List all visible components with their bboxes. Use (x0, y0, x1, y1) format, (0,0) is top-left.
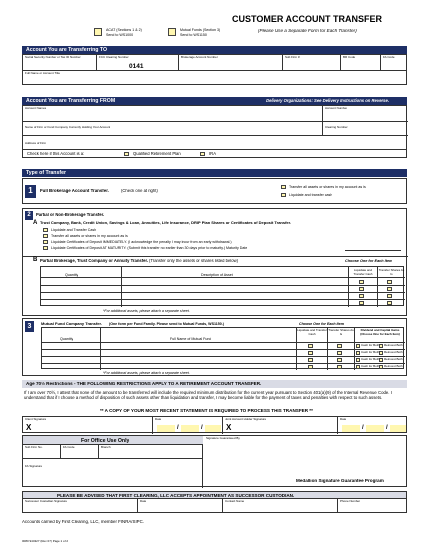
from-section-header (22, 97, 407, 105)
s3-row1-as-is-checkbox[interactable] (337, 344, 342, 348)
office-use-section (22, 435, 407, 487)
fcc-label: FCC Clearing Number (99, 56, 129, 59)
check-here-label: Check here if this Account is a: (27, 151, 85, 156)
section-3-hint: (One form per Fund Family. Please send to Mutual Funds, WS1150.) (109, 322, 224, 326)
mutual-funds-option-label: Mutual Funds (Section 3) (180, 28, 221, 32)
custodian-signature-field[interactable] (23, 499, 138, 513)
client-signature-label: Client Signature (25, 418, 47, 421)
s2b-row4-as-is-checkbox[interactable] (387, 301, 392, 305)
custodian-date-field[interactable] (138, 499, 223, 513)
client-date-field[interactable] (153, 417, 223, 434)
age-restrictions-text: If I am over 70½, I attest that none of the amount to be transferred will include the required minimum distribution for the current year pursuant to Section 401(a)(9) of the Internal Revenue Code. I understand that if I choose a method of disposition of such assets other than liquidation and transfer, I may become liable for the payment of taxes and penalties with respect to such assets. (24, 390, 392, 401)
account-number-label: Account Number (325, 107, 348, 110)
custodian-header (22, 491, 407, 499)
age-restrictions-header (22, 380, 407, 388)
office-fa-code-label: FA Code (63, 446, 75, 449)
section-2b-title: Partial Brokerage, Trust Company or Annuity Transfer. (40, 258, 149, 263)
custodian-contact-field[interactable] (223, 499, 338, 513)
section-2a-letter: A (33, 220, 38, 226)
section-3-title: Mutual Fund Company Transfer. (41, 322, 102, 326)
ira-checkbox[interactable] (200, 152, 205, 156)
section-1-number: 1 (25, 185, 36, 198)
s2a-cd-maturity-label: Liquidate Certificates of Deposit AT MATURITY. (Submit this transfer no earlier than 30 days prior to maturity.) Maturity Date (51, 246, 248, 250)
brokerage-account-label: Brokerage Account Number (181, 56, 218, 59)
to-section-header: Account You are Transferring TO (22, 46, 407, 54)
fa-signature-label: FA Signature (25, 465, 43, 468)
s3-row4-cash-checkbox[interactable] (356, 365, 360, 369)
section-3-mutual-fund (22, 318, 407, 376)
joint-date-label: Date (340, 418, 347, 421)
custodian-row (22, 499, 407, 513)
ssn-label: Social Security Number or Tax ID Number (25, 56, 81, 59)
footer-carried-by: Accounts carried by First Clearing, LLC, member FINRA/SIPC. (22, 520, 144, 524)
s3-row1-cash-checkbox[interactable] (356, 344, 360, 348)
sub-firm-field[interactable] (283, 55, 341, 70)
ssn-field[interactable] (23, 55, 97, 70)
client-signature-x: X (26, 423, 32, 432)
form-title: CUSTOMER ACCOUNT TRANSFER (232, 14, 382, 24)
section-2b-choose: Choose One for Each Item (345, 259, 393, 263)
s2b-row3-as-is-checkbox[interactable] (387, 294, 392, 298)
fcc-clearing-field[interactable] (97, 55, 179, 70)
s3-row3-reinvest-checkbox[interactable] (379, 358, 383, 362)
account-title-label: Full Name or Account Title (25, 72, 61, 75)
br-code-field[interactable] (341, 55, 381, 70)
s3-row2-as-is-checkbox[interactable] (337, 351, 342, 355)
ira-label: IRA (209, 151, 216, 156)
medallion-label: Medallion Signature Guarantee Program (296, 479, 384, 483)
br-code-label: BR Code (343, 56, 356, 59)
office-sub-firm-label: Sub Firm No. (25, 446, 43, 449)
s2b-row4-liquidate-checkbox[interactable] (359, 301, 364, 305)
s2a-liquidate-label: Liquidate and Transfer Cash (51, 228, 97, 232)
section-2b-hint: (Transfer only the assets or shares listed below) (149, 258, 238, 263)
s2b-row2-liquidate-checkbox[interactable] (359, 287, 364, 291)
office-sub-firm-field[interactable] (23, 445, 61, 459)
account-names-field[interactable] (23, 106, 323, 122)
custodian-date-label: Date (140, 500, 147, 503)
s3-fund-table (41, 327, 404, 369)
firm-name-field[interactable] (23, 122, 323, 136)
from-fields (22, 105, 407, 150)
acat-option-label: ACAT (Sections 1 & 2) (106, 28, 142, 32)
s3-row2-cash-checkbox[interactable] (356, 351, 360, 355)
s2b-row1-liquidate-checkbox[interactable] (359, 280, 364, 284)
liquidate-cash-checkbox[interactable] (281, 193, 286, 197)
client-signature-field[interactable] (23, 417, 153, 434)
custodian-advise: PLEASE BE ADVISED THAT FIRST CLEARING, LLC ACCEPTS APPOINTMENT AS SUCCESSOR CUSTODIAN. (57, 493, 295, 498)
client-date-slash1: / (177, 425, 179, 431)
section-1-hint: (Check one at right) (121, 189, 158, 193)
signature-guaranteed-label: Signature Guaranteed By (206, 437, 240, 440)
s2a-cd-maturity-checkbox[interactable] (43, 246, 48, 250)
brokerage-account-field[interactable] (179, 55, 283, 70)
s3-row1-liquidate-checkbox[interactable] (308, 344, 313, 348)
client-date-slash2: / (201, 425, 203, 431)
firm-name-label: Name of Firm or Fund Company Currently Holding Your Account (25, 126, 111, 129)
s2a-as-is-checkbox[interactable] (43, 234, 48, 238)
sub-firm-label: Sub Firm # (285, 56, 300, 59)
s2b-asset-table (40, 266, 404, 306)
s3-col-dividends: Dividend and Capital Gains (Choose One for Each Item) (360, 329, 400, 336)
s3-row3-reinvest-label: Reinvest Both (384, 358, 403, 361)
s3-row3-cash-label: Cash for Both (361, 358, 380, 361)
s3-row2-reinvest-checkbox[interactable] (379, 351, 383, 355)
from-header-text: Account You are Transferring FROM (26, 98, 116, 104)
maturity-date-line[interactable] (345, 250, 401, 251)
s3-row3-liquidate-checkbox[interactable] (308, 358, 313, 362)
firm-address-field[interactable] (23, 136, 408, 151)
s2a-as-is-label: Transfer all assets or shares in my account as is (51, 234, 128, 238)
s3-row1-reinvest-label: Reinvest Both (384, 344, 403, 347)
joint-date-slash1: / (362, 425, 364, 431)
s2b-col-liquidate: Liquidate and Transfer Cash (353, 269, 373, 276)
firm-address-label: Address of Firm (25, 142, 47, 145)
section-2-number: 2 (25, 211, 33, 220)
custodian-contact-label: Contact Name (225, 500, 245, 503)
age-restrictions-title: Age 70½ Restrictions - THE FOLLOWING RESTRICTIONS APPLY TO A RETIREMENT ACCOUNT TRANSFER. (26, 381, 262, 386)
fa-signature-field[interactable] (23, 459, 203, 488)
s3-row4-as-is-checkbox[interactable] (337, 365, 342, 369)
s3-row3-cash-checkbox[interactable] (356, 358, 360, 362)
mutual-funds-checkbox[interactable] (168, 28, 176, 36)
custodian-signature-label: Successor Custodian Signature (25, 500, 68, 503)
acat-checkbox[interactable] (94, 28, 102, 36)
account-type-row (22, 150, 407, 158)
s3-row4-cash-label: Cash for Both (361, 365, 380, 368)
account-names-label: Account Names (25, 107, 47, 110)
joint-date-field[interactable] (338, 417, 408, 434)
custodian-phone-label: Phone Number (340, 500, 361, 503)
section-3-choose: Choose One for Each Item (299, 322, 344, 326)
signature-guarantee-field[interactable] (203, 436, 408, 488)
s3-row4-reinvest-label: Reinvest Both (384, 365, 403, 368)
footer-form-code: 0080 944327 (Rev 07) Page 1 of 2 (22, 540, 69, 543)
joint-signature-label: Joint Account Holder Signature (225, 418, 267, 421)
signature-row (22, 416, 407, 433)
custodian-phone-field[interactable] (338, 499, 408, 513)
s3-row4-reinvest-checkbox[interactable] (379, 365, 383, 369)
transfer-as-is-checkbox[interactable] (281, 185, 286, 189)
s3-col-quantity: Quantity (60, 337, 74, 341)
joint-signature-x: X (226, 423, 232, 432)
acat-send-label: Send to WS1000 (106, 33, 134, 37)
section-2-partial-transfer (22, 208, 407, 316)
joint-date-slash2: / (386, 425, 388, 431)
s2b-row2-as-is-checkbox[interactable] (387, 287, 392, 291)
type-section-header: Type of Transfer (22, 169, 407, 177)
from-clearing-number-label: Clearing Number (325, 126, 348, 129)
s3-col-as-is: Transfer Shares As Is (328, 329, 354, 336)
fa-code-label: FA Code (383, 56, 395, 59)
office-branch-label: Branch (101, 446, 111, 449)
s3-row2-liquidate-checkbox[interactable] (308, 351, 313, 355)
clearing-number-value: 0141 (129, 63, 144, 70)
statement-required: ** A COPY OF YOUR MOST RECENT STATEMENT IS REQUIRED TO PROCESS THIS TRANSFER ** (100, 409, 313, 413)
account-number-field[interactable] (323, 106, 408, 122)
s2b-col-quantity: Quantity (65, 273, 79, 277)
s3-row2-reinvest-label: Reinvest Both (384, 351, 403, 354)
s2b-row1-as-is-checkbox[interactable] (387, 280, 392, 284)
joint-signature-field[interactable] (223, 417, 338, 434)
section-3-number: 3 (25, 321, 34, 332)
form-subtitle: (Please Use a Separate Form for Each Transfer) (258, 29, 357, 33)
s2b-col-description: Description of Asset (201, 273, 233, 277)
qualified-plan-label: Qualified Retirement Plan (133, 151, 181, 156)
s3-col-liquidate: Liquidate and Transfer Cash (297, 329, 327, 336)
s3-row1-cash-label: Cash for Both (361, 344, 380, 347)
fa-code-field[interactable] (381, 55, 408, 70)
delivery-note: Delivery Organizations: See Delivery Instructions on Reverse. (266, 98, 389, 103)
office-use-title: For Office Use Only (81, 437, 130, 444)
s3-col-fund-name: Full Name of Mutual Fund (170, 337, 212, 341)
qualified-plan-checkbox[interactable] (124, 152, 129, 156)
s2b-col-as-is: Transfer Shares As Is (378, 269, 405, 276)
section-2b-letter: B (33, 257, 38, 263)
transfer-as-is-label: Transfer all assets or shares in my account as is (289, 185, 366, 189)
client-date-label: Date (155, 418, 162, 421)
from-clearing-number-field[interactable] (323, 122, 408, 136)
s3-row1-reinvest-checkbox[interactable] (379, 344, 383, 348)
liquidate-cash-label: Liquidate and transfer cash (289, 193, 333, 197)
office-branch-field[interactable] (99, 445, 203, 459)
s3-additional-note: *For additional assets, please attach a separate sheet. (103, 371, 190, 375)
section-2a-title: Trust Company, Bank, Credit Union, Savings & Loan, Annuities, Life Insurance, DRIP Plan Shares or Certificates of Deposit Transfer. (40, 221, 292, 225)
s2b-row3-liquidate-checkbox[interactable] (359, 294, 364, 298)
s3-row4-liquidate-checkbox[interactable] (308, 365, 313, 369)
s3-row2-cash-label: Cash for Both (361, 351, 380, 354)
mutual-funds-send-label: Send to WS1150 (180, 33, 207, 37)
office-fa-code-field[interactable] (61, 445, 99, 459)
section-2-title: Partial or Non-Brokerage Transfer. (36, 213, 105, 217)
account-title-field[interactable] (22, 71, 407, 85)
s3-row3-as-is-checkbox[interactable] (337, 358, 342, 362)
section-1-title: Full Brokerage Account Transfer. (40, 189, 109, 193)
section-1-full-transfer (22, 178, 407, 204)
s2b-additional-note: *For additional assets, please attach a separate sheet. (103, 309, 190, 313)
to-fields-row (22, 54, 407, 71)
s2a-cd-immediately-label: Liquidate Certificates of Deposit IMMEDIATELY. (I acknowledge the penalty I may incur from an early withdrawal.) (51, 240, 232, 244)
s2a-liquidate-checkbox[interactable] (43, 228, 48, 232)
s2a-cd-immediately-checkbox[interactable] (43, 240, 48, 244)
